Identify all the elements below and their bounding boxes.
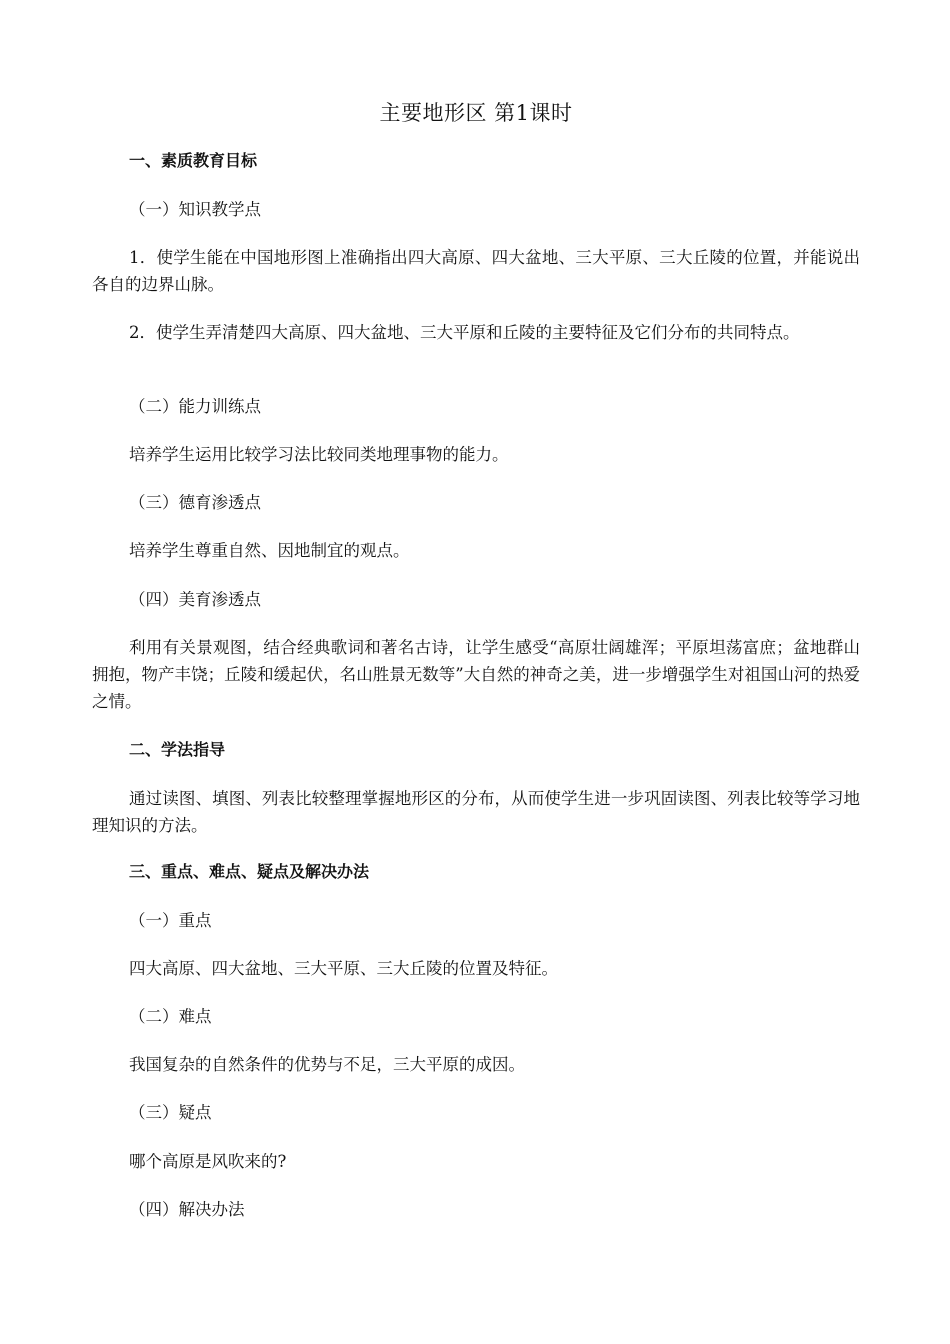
subheading-key: （一）重点 [129,911,212,930]
section-heading-goals: 一、素质教育目标 [129,151,258,170]
paragraph-method: 通过读图、填图、列表比较整理掌握地形区的分布，从而使学生进一步巩固读图、列表比较等学习地理知识的方法。 [92,789,860,835]
document-title: 主要地形区 第1课时 [379,101,573,125]
paragraph-doubt: 哪个高原是风吹来的? [129,1152,287,1171]
subheading-solution: （四）解决办法 [129,1200,245,1219]
subheading-difficulty: （二）难点 [129,1007,212,1026]
paragraph-ability: 培养学生运用比较学习法比较同类地理事物的能力。 [129,445,509,464]
subheading-doubt: （三）疑点 [129,1103,212,1122]
subheading-knowledge: （一）知识教学点 [129,200,261,219]
subheading-ability: （二）能力训练点 [129,397,261,416]
subheading-moral: （三）德育渗透点 [129,493,261,512]
paragraph-key: 四大高原、四大盆地、三大平原、三大丘陵的位置及特征。 [129,959,558,978]
section-heading-keypoints: 三、重点、难点、疑点及解决办法 [129,862,370,881]
subheading-aesthetic: （四）美育渗透点 [129,590,261,609]
paragraph-aesthetic: 利用有关景观图，结合经典歌词和著名古诗，让学生感受“高原壮阔雄浑；平原坦荡富庶；盆地群山拥抱，物产丰饶；丘陵和缓起伏，名山胜景无数等”大自然的神奇之美，进一步增强学生对祖国山河的热爱之情。 [92,638,860,711]
paragraph-knowledge-1: 1．使学生能在中国地形图上准确指出四大高原、四大盆地、三大平原、三大丘陵的位置，并能说出各自的边界山脉。 [92,248,860,294]
paragraph-difficulty: 我国复杂的自然条件的优势与不足，三大平原的成因。 [129,1055,525,1074]
paragraph-knowledge-2: 2．使学生弄清楚四大高原、四大盆地、三大平原和丘陵的主要特征及它们分布的共同特点。 [129,323,800,342]
paragraph-moral: 培养学生尊重自然、因地制宜的观点。 [129,541,410,560]
section-heading-method: 二、学法指导 [129,740,226,759]
document-page [92,0,860,1344]
